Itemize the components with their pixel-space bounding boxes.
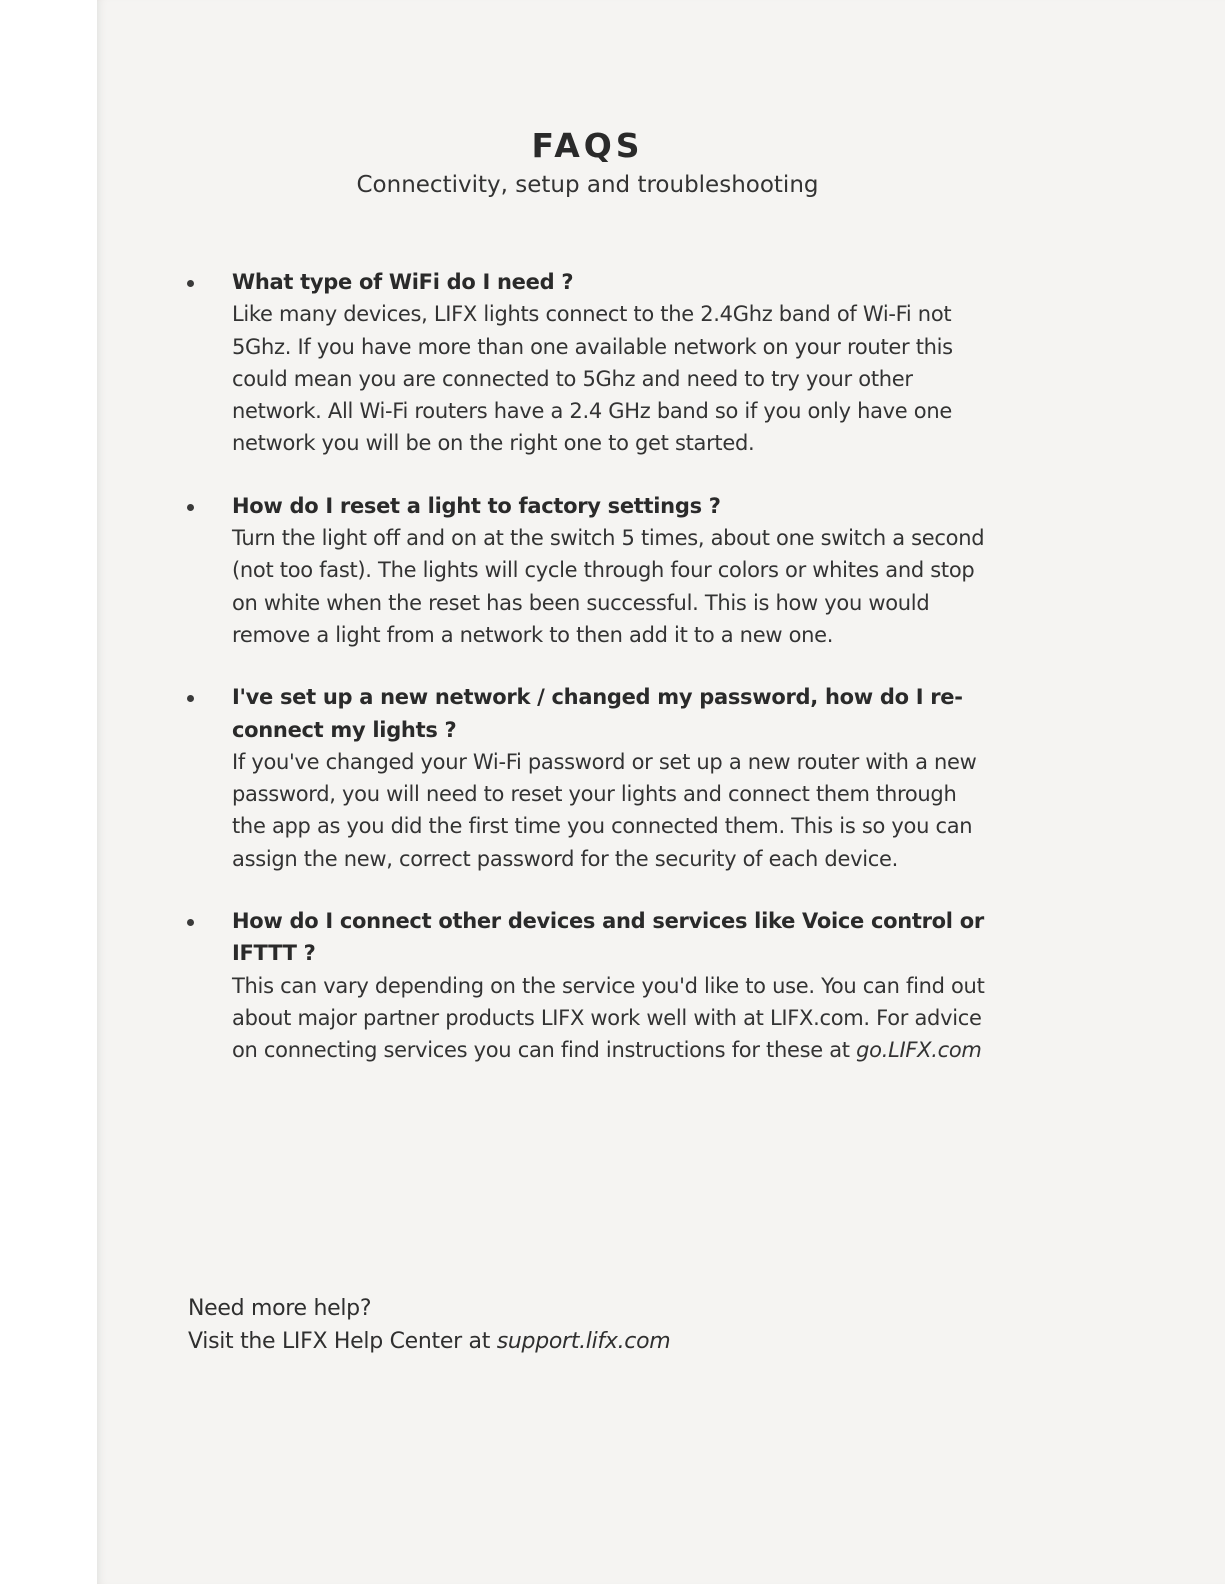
page-subtitle: Connectivity, setup and troubleshooting	[356, 172, 819, 198]
faq-list	[186, 266, 986, 1097]
faq-answer-text: This can vary depending on the service you'd like to use. You can find out about major partner products LIFX work well with at LIFX.com. For advice on connecting services you can find instructions for these at	[232, 973, 985, 1063]
faq-item-reconnect	[186, 681, 986, 875]
faq-question: I've set up a new network / changed my password, how do I re-connect my lights ?	[232, 685, 963, 742]
go-lifx-link[interactable]: go.LIFX.com	[856, 1038, 982, 1063]
faq-item-factory-reset	[186, 490, 986, 651]
help-center-text: Visit the LIFX Help Center at	[188, 1329, 491, 1354]
faq-question: How do I reset a light to factory settings ?	[232, 493, 721, 518]
bullet-icon	[187, 919, 194, 926]
faq-question: What type of WiFi do I need ?	[232, 270, 574, 294]
bullet-icon	[187, 504, 194, 511]
faq-item-wifi-type	[186, 266, 986, 460]
faq-answer: Like many devices, LIFX lights connect to the 2.4Ghz band of Wi-Fi not 5Ghz. If you have more than one available network on your router this could mean you are connected to 5Ghz and need to try your other network. All Wi-Fi routers have a 2.4 GHz band so if you only have one network you will be on the right one to get started.	[232, 302, 953, 456]
help-section	[188, 1292, 988, 1358]
bullet-icon	[187, 280, 194, 287]
faq-question: How do I connect other devices and services like Voice control or IFTTT ?	[232, 909, 984, 966]
support-link[interactable]: support.lifx.com	[496, 1329, 671, 1354]
help-text	[188, 1325, 988, 1358]
faq-answer: Turn the light off and on at the switch 5 times, about one switch a second (not too fast). The lights will cycle through four colors or whites and stop on white when the reset has been successful. This is how you would remove a light from a network to then add it to a new one.	[232, 526, 985, 647]
faq-answer: If you've changed your Wi-Fi password or set up a new router with a new password, you will need to reset your lights and connect them through the app as you did the first time you connected them. This is so you can assign the new, correct password for the security of each device.	[232, 749, 977, 871]
bullet-icon	[187, 695, 194, 702]
help-heading: Need more help?	[188, 1296, 372, 1321]
page-title: FAQS	[531, 126, 644, 165]
faq-item-other-devices	[186, 905, 986, 1066]
faq-answer	[232, 970, 986, 1067]
